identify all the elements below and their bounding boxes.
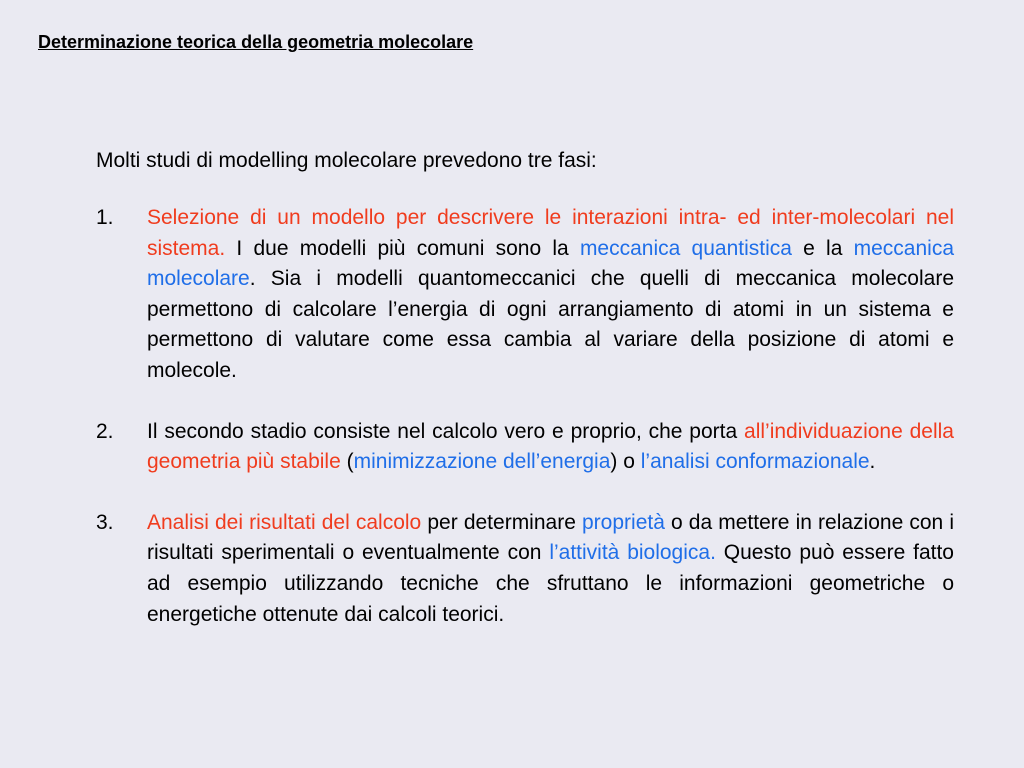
list-item-2	[96, 417, 954, 478]
item-text: . Sia i modelli quantomeccanici che quelli di meccanica molecolare permettono di calcolare l’energia di ogni arrangiamento di atomi in un sistema e permettono di valutare come essa cambia al variare della posizione di atomi e molecole.	[147, 267, 954, 382]
item-text-term: meccanica molecolare	[147, 236, 955, 291]
slide-title: Determinazione teorica della geometria molecolare	[38, 32, 474, 52]
item-text-term: l’attività biologica.	[549, 541, 716, 565]
item-text-highlight: all’individuazione della geometria più stabile	[147, 419, 954, 474]
item-text-term: proprietà	[582, 510, 665, 534]
list-item-1	[96, 203, 954, 387]
item-text: Il secondo stadio consiste nel calcolo vero e proprio, che porta	[147, 419, 745, 443]
item-number: 3.	[96, 510, 114, 534]
item-text: .	[869, 450, 876, 474]
list-item-3	[96, 508, 954, 630]
item-number: 2.	[96, 419, 114, 443]
intro-text: Molti studi di modelling molecolare prevedono tre fasi:	[96, 149, 597, 172]
item-text-term: minimizzazione dell’energia	[353, 450, 611, 474]
item-number: 1.	[96, 206, 114, 229]
item-text-highlight: Analisi dei risultati del calcolo	[147, 510, 422, 534]
item-text: ) o	[610, 450, 641, 474]
item-text: e la	[791, 236, 854, 260]
item-text: (	[340, 450, 354, 474]
item-text: per determinare	[421, 510, 582, 534]
item-text-term: meccanica quantistica	[579, 236, 792, 260]
item-body	[147, 508, 954, 630]
item-text: o da mettere in relazione con i risultati sperimentali o eventualmente con	[147, 510, 954, 565]
item-text-highlight: Selezione di un modello per descrivere le interazioni intra- ed inter-molecolari nel sistema.	[147, 206, 954, 260]
item-text: I due modelli più comuni sono la	[225, 236, 580, 260]
item-body	[147, 417, 954, 478]
item-text: Questo può essere fatto ad esempio utilizzando tecniche che sfruttano le informazioni geometriche o energetiche ottenute dai calcoli teorici.	[147, 541, 954, 626]
item-text-term: l’analisi conformazionale	[640, 450, 870, 474]
item-body	[147, 203, 954, 387]
phase-list	[96, 203, 954, 630]
